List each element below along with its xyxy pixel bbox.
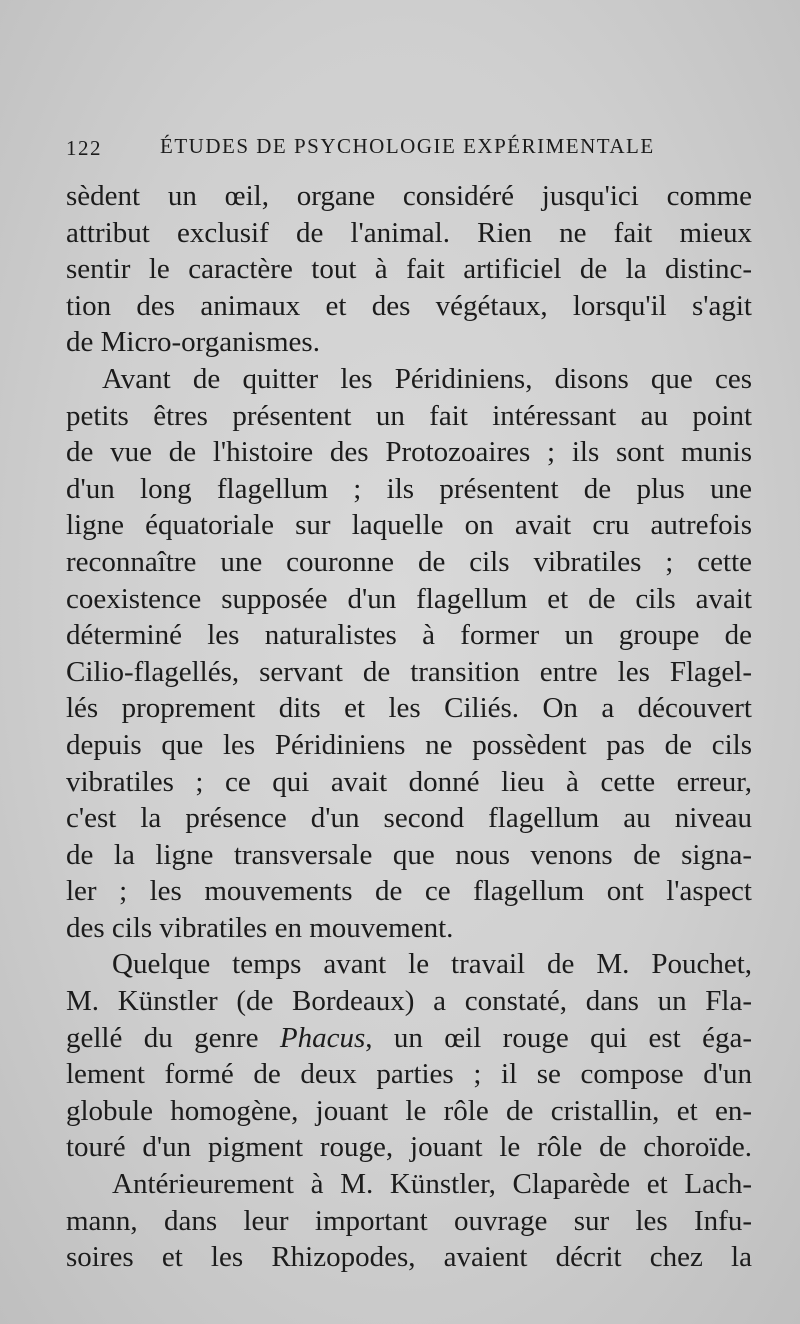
text-line: de Micro-organismes. <box>66 326 320 359</box>
text-line: petits êtres présentent un fait intéressant au point <box>66 399 752 432</box>
page-number: 122 <box>66 136 102 160</box>
text-line: c'est la présence d'un second flagellum au niveau <box>66 802 752 835</box>
paragraph-3 <box>66 946 752 1166</box>
text-line: M. Künstler (de Bordeaux) a constaté, dans un Fla- <box>66 985 752 1018</box>
paragraph-1 <box>66 178 752 361</box>
running-head <box>66 128 752 168</box>
body-text <box>66 178 752 1276</box>
text-line: sentir le caractère tout à fait artificiel de la distinc- <box>66 253 752 286</box>
text-line: vibratiles ; ce qui avait donné lieu à cette erreur, <box>66 765 752 798</box>
text-line: Cilio-flagellés, servant de transition entre les Flagel- <box>66 655 752 688</box>
text-line: touré d'un pigment rouge, jouant le rôle de choroïde. <box>66 1131 752 1164</box>
text-line: tion des animaux et des végétaux, lorsqu'il s'agit <box>66 289 752 322</box>
text-line: ler ; les mouvements de ce flagellum ont l'aspect <box>66 875 752 908</box>
text-line: depuis que les Péridiniens ne possèdent pas de cils <box>66 728 752 761</box>
text-line: attribut exclusif de l'animal. Rien ne fait mieux <box>66 216 752 249</box>
genus-name: Phacus <box>279 1021 366 1054</box>
paragraph-4 <box>66 1166 752 1276</box>
text-line: sèdent un œil, organe considéré jusqu'ici comme <box>66 180 752 212</box>
text-line: de la ligne transversale que nous venons de signa- <box>66 838 752 871</box>
text-line: Quelque temps avant le travail de M. Pouchet, <box>112 948 752 981</box>
paragraph-2 <box>66 361 752 947</box>
text-line: d'un long flagellum ; ils présentent de plus une <box>66 472 752 505</box>
text-line: ligne équatoriale sur laquelle on avait cru autrefois <box>66 509 752 542</box>
text-line: globule homogène, jouant le rôle de cristallin, et en- <box>66 1094 752 1127</box>
text-line: des cils vibratiles en mouvement. <box>66 911 454 944</box>
book-page <box>66 128 752 1276</box>
text-line: déterminé les naturalistes à former un groupe de <box>66 619 752 652</box>
running-title: ÉTUDES DE PSYCHOLOGIE EXPÉRIMENTALE <box>160 134 655 158</box>
text-line: coexistence supposée d'un flagellum et de cils avait <box>66 582 752 615</box>
text-segment: , un œil rouge qui est éga- <box>365 1021 752 1054</box>
text-line: lement formé de deux parties ; il se compose d'un <box>66 1058 752 1091</box>
text-line: de vue de l'histoire des Protozoaires ; ils sont munis <box>66 436 752 469</box>
text-line: mann, dans leur important ouvrage sur les Infu- <box>66 1204 752 1237</box>
text-line: lés proprement dits et les Ciliés. On a découvert <box>66 692 752 725</box>
text-line: reconnaître une couronne de cils vibratiles ; cette <box>66 545 752 578</box>
text-segment: gellé du genre <box>66 1021 280 1054</box>
text-line: Antérieurement à M. Künstler, Claparède et Lach- <box>112 1168 752 1201</box>
text-line: soires et les Rhizopodes, avaient décrit chez la <box>66 1241 752 1274</box>
text-line-with-italic <box>66 1020 752 1057</box>
text-line: Avant de quitter les Péridiniens, disons que ces <box>102 362 752 395</box>
